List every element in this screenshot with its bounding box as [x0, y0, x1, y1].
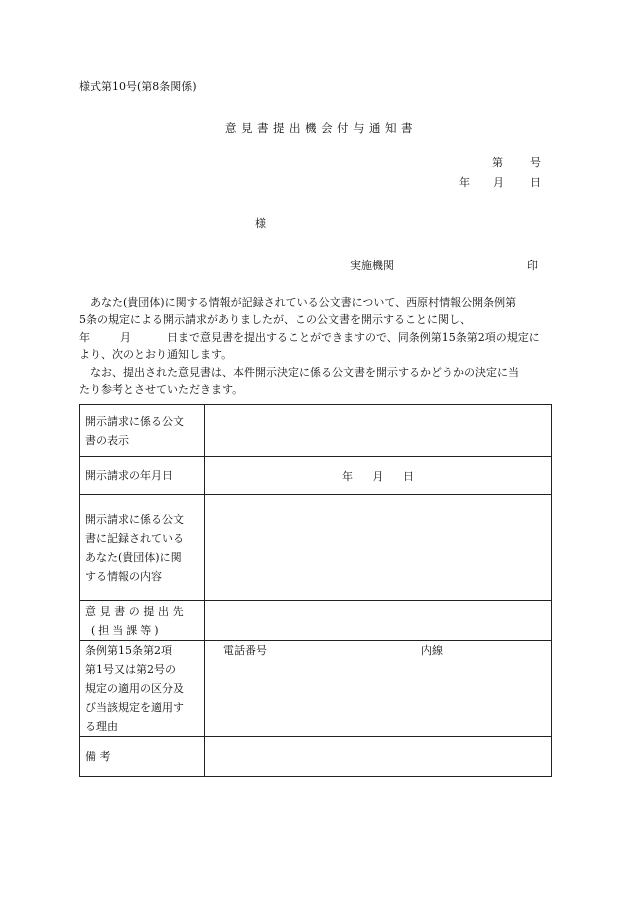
phone-number-label: 電話番号 — [223, 643, 267, 657]
disclosure-document-value[interactable] — [205, 405, 552, 457]
remarks-value[interactable] — [205, 737, 552, 777]
body-line: たり参考とさせていただきます。 — [79, 383, 244, 397]
applicable-provision-label: 条例第15条第2項 第1号又は第2号の 規定の適用の区分及 び当該規定を適用す る理由 — [80, 641, 205, 737]
document-number-prefix: 第 — [492, 156, 503, 169]
issuing-organization-label: 実施機関 — [350, 259, 394, 272]
table-row — [80, 457, 552, 495]
extension-label: 内線 — [421, 643, 443, 657]
request-date-month: 月 — [372, 469, 384, 483]
body-line: より、次のとおり通知します。 — [79, 348, 233, 362]
request-date-day: 日 — [403, 469, 414, 483]
body-line: あなた(貴団体)に関する情報が記録されている公文書について、西原村情報公開条例第 — [79, 296, 517, 309]
seal-mark: 印 — [527, 259, 538, 272]
recorded-info-value[interactable] — [205, 495, 552, 601]
request-date-year: 年 — [342, 469, 353, 483]
submission-destination-label: 意見書の提出先 (担当課等) — [80, 601, 205, 641]
disclosure-document-label: 開示請求に係る公文 書の表示 — [80, 405, 205, 457]
body-line: 5条の規定による開示請求がありましたが、この公文書を開示することに関し、 — [79, 313, 471, 327]
document-title: 意見書提出機会付与通知書 — [225, 121, 417, 135]
deadline-rest: 日まで意見書を提出することができますので、同条例第15条第2項の規定に — [167, 330, 540, 344]
remarks-label: 備 考 — [80, 737, 205, 777]
date-year-label: 年 — [459, 176, 470, 189]
submission-destination-value[interactable] — [205, 601, 552, 657]
table-row — [80, 405, 552, 457]
deadline-year: 年 — [79, 330, 90, 344]
date-day-label: 日 — [530, 176, 541, 189]
recorded-info-label: 開示請求に係る公文 書に記録されている あなた(貴団体)に関 する情報の内容 — [80, 495, 205, 601]
request-date-value[interactable] — [205, 457, 552, 495]
table-row — [80, 601, 552, 641]
notice-details-table — [79, 404, 552, 777]
body-line-deadline — [79, 329, 554, 346]
deadline-month: 月 — [120, 330, 131, 344]
addressee-suffix: 様 — [255, 217, 266, 230]
table-row — [80, 641, 552, 737]
table-row — [80, 495, 552, 601]
notice-body — [79, 294, 554, 398]
table-row — [80, 737, 552, 777]
document-number-suffix: 号 — [530, 156, 541, 169]
request-date-label: 開示請求の年月日 — [80, 457, 205, 495]
date-month-label: 月 — [493, 176, 504, 189]
body-line: なお、提出された意見書は、本件開示決定に係る公文書を開示するかどうかの決定に当 — [79, 365, 519, 379]
form-number-label: 様式第10号(第8条関係) — [79, 80, 197, 93]
